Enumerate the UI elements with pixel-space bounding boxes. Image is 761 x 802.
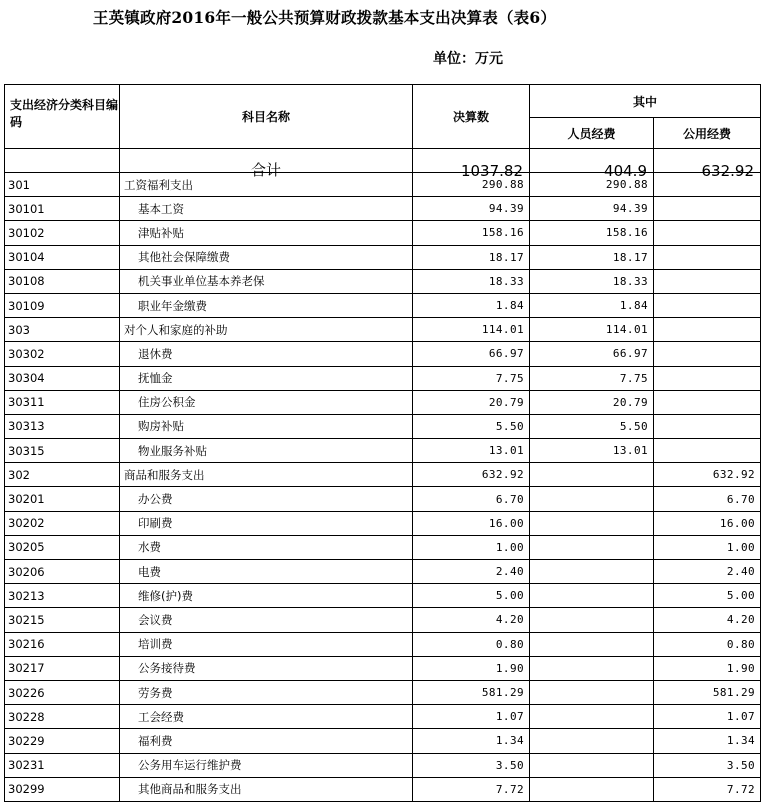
total-amount: 1037.82 — [460, 162, 523, 180]
row-amount: 1.84 — [413, 293, 530, 317]
row-amount: 158.16 — [413, 221, 530, 245]
row-code: 30304 — [5, 366, 120, 390]
row-personnel: 66.97 — [530, 342, 654, 366]
row-public — [654, 318, 761, 342]
table-row — [5, 656, 761, 680]
row-code: 30206 — [5, 560, 120, 584]
row-personnel: 290.88 — [530, 173, 654, 197]
table-row — [5, 608, 761, 632]
total-personnel-cell — [530, 149, 654, 180]
table-row — [5, 632, 761, 656]
row-code: 30215 — [5, 608, 120, 632]
row-amount: 5.00 — [413, 584, 530, 608]
row-name: 维修(护)费 — [120, 584, 413, 608]
row-public — [654, 293, 761, 317]
row-code: 30228 — [5, 705, 120, 729]
table-row — [5, 705, 761, 729]
row-public: 1.34 — [654, 729, 761, 753]
row-personnel: 18.17 — [530, 245, 654, 269]
table-row — [5, 753, 761, 777]
row-public: 0.80 — [654, 632, 761, 656]
row-personnel: 13.01 — [530, 439, 654, 463]
row-public: 16.00 — [654, 511, 761, 535]
row-code: 30202 — [5, 511, 120, 535]
row-amount: 0.80 — [413, 632, 530, 656]
table-row — [5, 584, 761, 608]
row-public — [654, 439, 761, 463]
row-name: 物业服务补贴 — [120, 439, 413, 463]
header-of-which: 其中 — [530, 85, 761, 118]
row-personnel: 7.75 — [530, 366, 654, 390]
table-row — [5, 414, 761, 438]
row-code: 30205 — [5, 535, 120, 559]
total-amount-cell — [413, 149, 530, 180]
row-name: 工资福利支出 — [120, 173, 413, 197]
header-code: 支出经济分类科目编码 — [5, 85, 120, 149]
row-amount: 18.17 — [413, 245, 530, 269]
row-name: 会议费 — [120, 608, 413, 632]
row-personnel: 5.50 — [530, 414, 654, 438]
table-row — [5, 269, 761, 293]
row-personnel — [530, 753, 654, 777]
row-amount: 16.00 — [413, 511, 530, 535]
row-amount: 6.70 — [413, 487, 530, 511]
row-code: 303 — [5, 318, 120, 342]
row-personnel — [530, 705, 654, 729]
row-public: 2.40 — [654, 560, 761, 584]
total-label-cell — [120, 149, 413, 179]
row-personnel: 94.39 — [530, 197, 654, 221]
row-public — [654, 245, 761, 269]
row-amount: 18.33 — [413, 269, 530, 293]
table-row — [5, 777, 761, 801]
row-public: 3.50 — [654, 753, 761, 777]
row-personnel — [530, 777, 654, 801]
row-public: 5.00 — [654, 584, 761, 608]
total-public-cell — [654, 149, 761, 180]
row-code: 302 — [5, 463, 120, 487]
table-row — [5, 535, 761, 559]
total-row — [5, 149, 761, 173]
row-amount: 20.79 — [413, 390, 530, 414]
row-public — [654, 269, 761, 293]
row-amount: 13.01 — [413, 439, 530, 463]
row-amount: 1.34 — [413, 729, 530, 753]
expenditure-table — [4, 84, 761, 802]
row-code: 30104 — [5, 245, 120, 269]
row-name: 购房补贴 — [120, 414, 413, 438]
table-row — [5, 511, 761, 535]
row-public — [654, 390, 761, 414]
row-name: 电费 — [120, 560, 413, 584]
row-code: 30229 — [5, 729, 120, 753]
table-row — [5, 245, 761, 269]
row-amount: 632.92 — [413, 463, 530, 487]
row-code: 30311 — [5, 390, 120, 414]
report-title: 王英镇政府2016年一般公共预算财政拨款基本支出决算表（表6） — [92, 8, 557, 27]
row-code: 30313 — [5, 414, 120, 438]
unit-label: 单位：万元 — [433, 51, 503, 67]
row-code: 30201 — [5, 487, 120, 511]
row-name: 住房公积金 — [120, 390, 413, 414]
row-code: 30299 — [5, 777, 120, 801]
table-row — [5, 221, 761, 245]
table-row — [5, 366, 761, 390]
row-code: 30102 — [5, 221, 120, 245]
row-name: 商品和服务支出 — [120, 463, 413, 487]
row-amount: 290.88 — [413, 173, 530, 197]
table-row — [5, 197, 761, 221]
row-personnel: 18.33 — [530, 269, 654, 293]
total-personnel: 404.9 — [604, 162, 647, 180]
row-name: 印刷费 — [120, 511, 413, 535]
row-public — [654, 197, 761, 221]
table-row — [5, 487, 761, 511]
row-personnel — [530, 656, 654, 680]
row-code: 30315 — [5, 439, 120, 463]
row-public — [654, 414, 761, 438]
row-name: 公务接待费 — [120, 656, 413, 680]
row-personnel — [530, 487, 654, 511]
row-amount: 7.72 — [413, 777, 530, 801]
row-amount: 1.00 — [413, 535, 530, 559]
row-personnel — [530, 535, 654, 559]
row-public: 1.90 — [654, 656, 761, 680]
total-public: 632.92 — [701, 162, 755, 180]
row-personnel — [530, 729, 654, 753]
row-public: 632.92 — [654, 463, 761, 487]
row-name: 福利费 — [120, 729, 413, 753]
row-code: 30231 — [5, 753, 120, 777]
row-personnel: 20.79 — [530, 390, 654, 414]
row-amount: 5.50 — [413, 414, 530, 438]
table-row — [5, 390, 761, 414]
row-personnel — [530, 632, 654, 656]
row-public: 581.29 — [654, 680, 761, 704]
row-amount: 114.01 — [413, 318, 530, 342]
row-public: 4.20 — [654, 608, 761, 632]
row-name: 工会经费 — [120, 705, 413, 729]
table-row — [5, 560, 761, 584]
row-amount: 2.40 — [413, 560, 530, 584]
row-name: 劳务费 — [120, 680, 413, 704]
table-row — [5, 680, 761, 704]
row-personnel — [530, 463, 654, 487]
row-amount: 1.07 — [413, 705, 530, 729]
row-name: 抚恤金 — [120, 366, 413, 390]
row-name: 水费 — [120, 535, 413, 559]
header-name: 科目名称 — [120, 85, 413, 149]
header-public: 公用经费 — [654, 118, 761, 149]
row-public: 1.07 — [654, 705, 761, 729]
row-personnel — [530, 511, 654, 535]
row-code: 30101 — [5, 197, 120, 221]
row-amount: 1.90 — [413, 656, 530, 680]
row-amount: 3.50 — [413, 753, 530, 777]
row-public — [654, 221, 761, 245]
table-row — [5, 729, 761, 753]
table-row — [5, 293, 761, 317]
row-amount: 4.20 — [413, 608, 530, 632]
header-amount: 决算数 — [413, 85, 530, 149]
row-personnel: 158.16 — [530, 221, 654, 245]
row-name: 机关事业单位基本养老保 — [120, 269, 413, 293]
row-code: 30108 — [5, 269, 120, 293]
row-public: 6.70 — [654, 487, 761, 511]
row-name: 其他商品和服务支出 — [120, 777, 413, 801]
row-code: 30216 — [5, 632, 120, 656]
row-public: 1.00 — [654, 535, 761, 559]
table-row — [5, 463, 761, 487]
table-row — [5, 439, 761, 463]
row-name: 对个人和家庭的补助 — [120, 318, 413, 342]
row-name: 公务用车运行维护费 — [120, 753, 413, 777]
row-personnel: 114.01 — [530, 318, 654, 342]
row-code: 30213 — [5, 584, 120, 608]
row-amount: 94.39 — [413, 197, 530, 221]
row-amount: 66.97 — [413, 342, 530, 366]
row-name: 其他社会保障缴费 — [120, 245, 413, 269]
row-name: 基本工资 — [120, 197, 413, 221]
row-personnel: 1.84 — [530, 293, 654, 317]
total-code-cell — [5, 149, 120, 173]
header-personnel: 人员经费 — [530, 118, 654, 149]
row-amount: 581.29 — [413, 680, 530, 704]
row-name: 津贴补贴 — [120, 221, 413, 245]
row-public — [654, 366, 761, 390]
row-name: 办公费 — [120, 487, 413, 511]
total-label: 合计 — [250, 161, 281, 179]
row-code: 30226 — [5, 680, 120, 704]
row-code: 301 — [5, 173, 120, 197]
row-personnel — [530, 680, 654, 704]
row-code: 30217 — [5, 656, 120, 680]
row-name: 退休费 — [120, 342, 413, 366]
row-personnel — [530, 584, 654, 608]
table-row — [5, 318, 761, 342]
row-amount: 7.75 — [413, 366, 530, 390]
row-code: 30302 — [5, 342, 120, 366]
table-row — [5, 342, 761, 366]
row-personnel — [530, 560, 654, 584]
row-public — [654, 342, 761, 366]
row-public: 7.72 — [654, 777, 761, 801]
row-personnel — [530, 608, 654, 632]
row-name: 职业年金缴费 — [120, 293, 413, 317]
row-name: 培训费 — [120, 632, 413, 656]
row-code: 30109 — [5, 293, 120, 317]
